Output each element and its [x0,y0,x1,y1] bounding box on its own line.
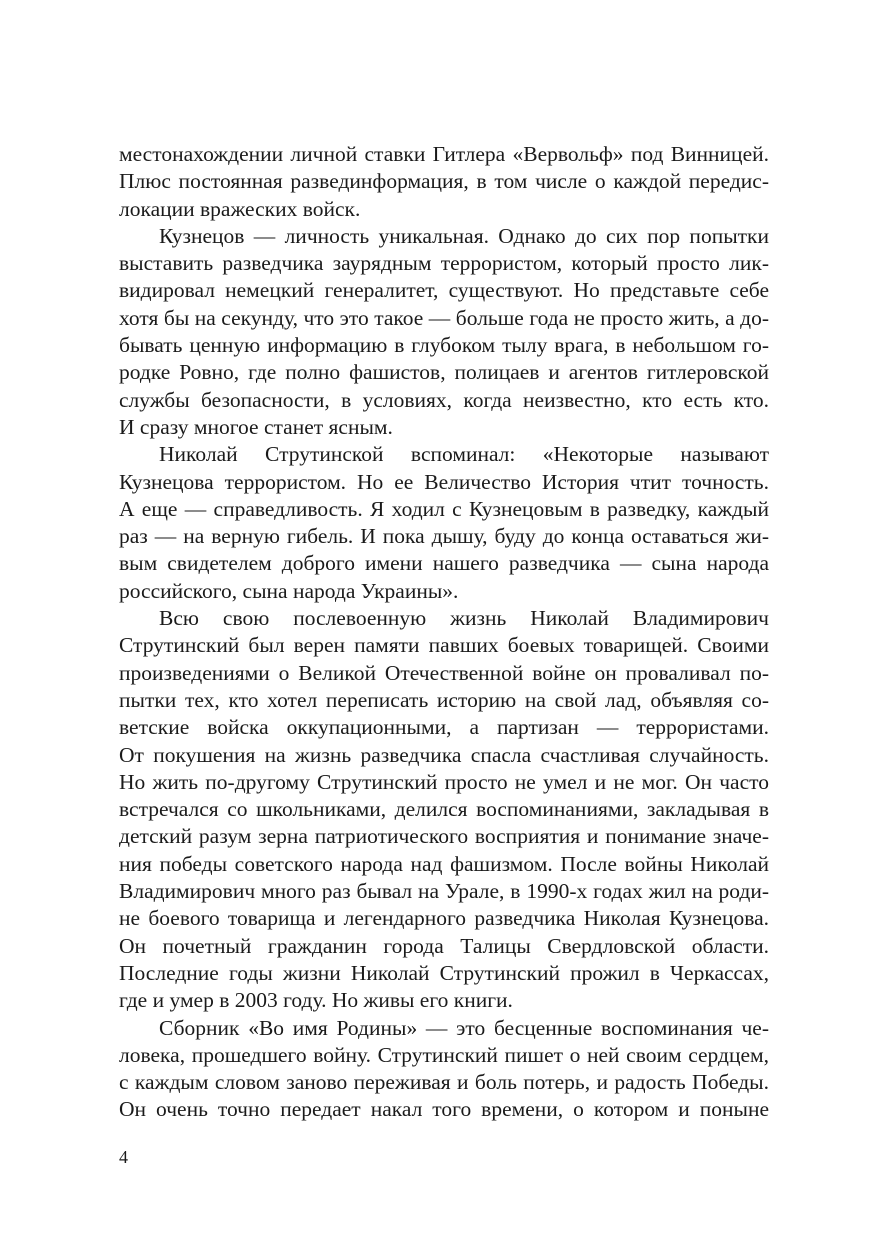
text-line: российского, сына народа Украины». [119,578,459,603]
text-line: встречался со школьниками, делился воспоминаниями, закладывая в [119,797,769,822]
text-line: ния победы советского народа над фашизмом. После войны Николай [119,851,769,876]
text-line: Владимирович много раз бывал на Урале, в 1990-х годах жил на роди- [119,879,769,904]
text-line: местонахождении личной ставки Гитлера «Вервольф» под Винницей. [119,142,769,166]
text-line: раз — на верную гибель. И пока дышу, буду до конца оставаться жи- [119,524,769,549]
page-body [119,141,769,1124]
paragraph [119,1015,769,1124]
text-line: Но жить по-другому Струтинский просто не умел и не мог. Он часто [119,769,769,794]
text-line: И сразу многое станет ясным. [119,414,393,439]
text-line: службы безопасности, в условиях, когда неизвестно, кто есть кто. [119,387,769,412]
text-line: ловека, прошедшего войну. Струтинский пишет о ней своим сердцем, [119,1042,769,1067]
text-line: локации вражеских войск. [119,196,361,221]
text-line: Николай Струтинской вспоминал: «Некоторые называют [159,442,769,467]
text-line: произведениями о Великой Отечественной войне он проваливал по- [119,660,769,685]
text-line: ветские войска оккупационными, а партизан — террористами. [119,715,769,740]
text-line: бывать ценную информацию в глубоком тылу врага, в небольшом го- [119,333,769,358]
paragraph [119,441,769,605]
text-line: Последние годы жизни Николай Струтинский прожил в Черкассах, [119,960,769,985]
text-line: Он почетный гражданин города Талицы Свердловской области. [119,933,769,958]
text-line: с каждым словом заново переживая и боль потерь, и радость Победы. [119,1070,769,1095]
text-line: А еще — справедливость. Я ходил с Кузнецовым в разведку, каждый [119,496,769,521]
paragraph [119,605,769,1014]
paragraph [119,141,769,223]
text-line: хотя бы на секунду, что это такое — больше года не просто жить, а до- [119,305,769,330]
text-line: родке Ровно, где полно фашистов, полицаев и агентов гитлеровской [119,360,769,385]
text-line: выставить разведчика заурядным террористом, который просто лик- [119,251,769,276]
text-line: Кузнецова террористом. Но ее Величество История чтит точность. [119,469,769,494]
text-line: видировал немецкий генералитет, существуют. Но представьте себе [119,278,769,303]
text-line: детский разум зерна патриотического восприятия и понимание значе- [119,824,769,849]
text-line: Струтинский был верен памяти павших боевых товарищей. Своими [119,633,769,658]
text-line: Всю свою послевоенную жизнь Николай Владимирович [159,606,769,631]
page-number: 4 [119,1147,128,1167]
text-line: пытки тех, кто хотел переписать историю на свой лад, объявляя со- [119,687,769,712]
text-line: вым свидетелем доброго имени нашего разведчика — сына народа [119,551,769,576]
text-line: Сборник «Во имя Родины» — это бесценные воспоминания че- [159,1015,769,1040]
text-line: не боевого товарища и легендарного разведчика Николая Кузнецова. [119,906,769,931]
text-line: Плюс постоянная развединформация, в том числе о каждой передис- [119,169,769,194]
text-line: Он очень точно передает накал того времени, о котором и поныне [119,1097,769,1122]
text-line: От покушения на жизнь разведчика спасла счастливая случайность. [119,742,769,767]
paragraph [119,223,769,441]
text-line: где и умер в 2003 году. Но живы его книги. [119,988,513,1013]
text-line: Кузнецов — личность уникальная. Однако до сих пор попытки [159,223,769,248]
